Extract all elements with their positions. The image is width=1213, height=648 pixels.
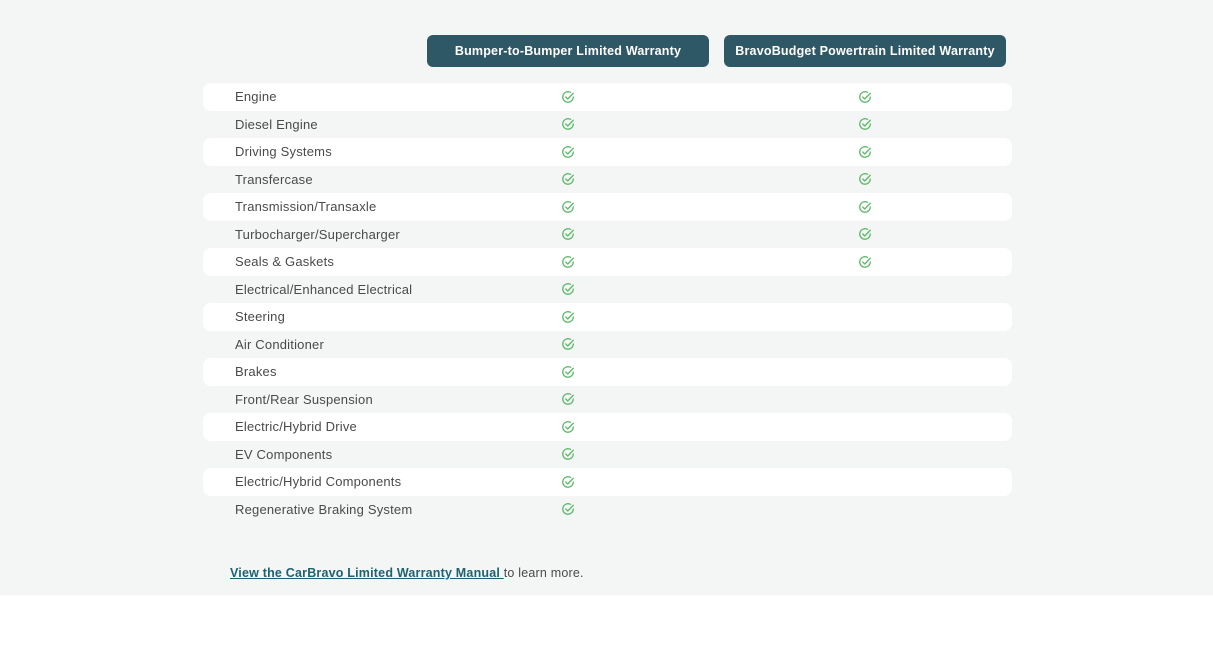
table-row bbox=[203, 221, 1012, 249]
check-circle-icon bbox=[427, 221, 709, 249]
check-circle-icon bbox=[427, 468, 709, 496]
check-circle-icon bbox=[427, 303, 709, 331]
check-circle-icon bbox=[427, 138, 709, 166]
check-circle-icon bbox=[427, 386, 709, 414]
table-row bbox=[203, 166, 1012, 194]
check-circle-icon bbox=[427, 496, 709, 524]
empty-cell bbox=[724, 303, 1006, 331]
empty-cell bbox=[724, 386, 1006, 414]
check-circle-icon bbox=[724, 138, 1006, 166]
row-label: Electric/Hybrid Components bbox=[235, 474, 402, 490]
check-circle-icon bbox=[724, 166, 1006, 194]
table-row bbox=[203, 468, 1012, 496]
empty-cell bbox=[724, 358, 1006, 386]
bottom-strip bbox=[0, 595, 1213, 648]
row-label: Steering bbox=[235, 309, 286, 325]
empty-cell bbox=[724, 468, 1006, 496]
check-circle-icon bbox=[427, 166, 709, 194]
check-circle-icon bbox=[427, 111, 709, 139]
row-label: Turbocharger/Supercharger bbox=[235, 226, 400, 242]
table-row bbox=[203, 358, 1012, 386]
row-label: Seals & Gaskets bbox=[235, 254, 335, 270]
check-circle-icon bbox=[427, 193, 709, 221]
empty-cell bbox=[724, 496, 1006, 524]
row-label: Front/Rear Suspension bbox=[235, 391, 373, 407]
footer-note bbox=[207, 566, 1006, 580]
warranty-manual-link[interactable]: View the CarBravo Limited Warranty Manual bbox=[230, 566, 504, 580]
check-circle-icon bbox=[724, 221, 1006, 249]
table-row bbox=[203, 138, 1012, 166]
table-row bbox=[203, 111, 1012, 139]
row-label: Electrical/Enhanced Electrical bbox=[235, 281, 413, 297]
column-header-powertrain[interactable]: BravoBudget Powertrain Limited Warranty bbox=[724, 35, 1006, 67]
check-circle-icon bbox=[724, 111, 1006, 139]
check-circle-icon bbox=[427, 413, 709, 441]
empty-cell bbox=[724, 413, 1006, 441]
table-row bbox=[203, 331, 1012, 359]
check-circle-icon bbox=[427, 83, 709, 111]
check-circle-icon bbox=[724, 193, 1006, 221]
check-circle-icon bbox=[724, 248, 1006, 276]
check-circle-icon bbox=[427, 248, 709, 276]
row-label: Electric/Hybrid Drive bbox=[235, 419, 357, 435]
empty-cell bbox=[724, 276, 1006, 304]
check-circle-icon bbox=[427, 441, 709, 469]
table-row bbox=[203, 248, 1012, 276]
row-label: Air Conditioner bbox=[235, 336, 324, 352]
row-label: EV Components bbox=[235, 446, 333, 462]
row-label: Brakes bbox=[235, 364, 277, 380]
table-row bbox=[203, 83, 1012, 111]
footer-suffix: to learn more. bbox=[503, 566, 584, 580]
empty-cell bbox=[724, 441, 1006, 469]
table-row bbox=[203, 496, 1012, 524]
table-row bbox=[203, 276, 1012, 304]
row-label: Transmission/Transaxle bbox=[235, 199, 377, 215]
check-circle-icon bbox=[724, 83, 1006, 111]
table-row bbox=[203, 413, 1012, 441]
row-label: Transfercase bbox=[235, 171, 313, 187]
column-header-bumper-to-bumper[interactable]: Bumper-to-Bumper Limited Warranty bbox=[427, 35, 709, 67]
table-row bbox=[203, 441, 1012, 469]
check-circle-icon bbox=[427, 276, 709, 304]
check-circle-icon bbox=[427, 358, 709, 386]
row-label: Regenerative Braking System bbox=[235, 501, 413, 517]
check-circle-icon bbox=[427, 331, 709, 359]
empty-cell bbox=[724, 331, 1006, 359]
row-label: Driving Systems bbox=[235, 144, 332, 160]
column-headers bbox=[207, 35, 1006, 67]
warranty-table bbox=[203, 83, 1012, 523]
table-row bbox=[203, 386, 1012, 414]
row-label: Engine bbox=[235, 89, 277, 105]
table-row bbox=[203, 303, 1012, 331]
table-row bbox=[203, 193, 1012, 221]
row-label: Diesel Engine bbox=[235, 116, 318, 132]
